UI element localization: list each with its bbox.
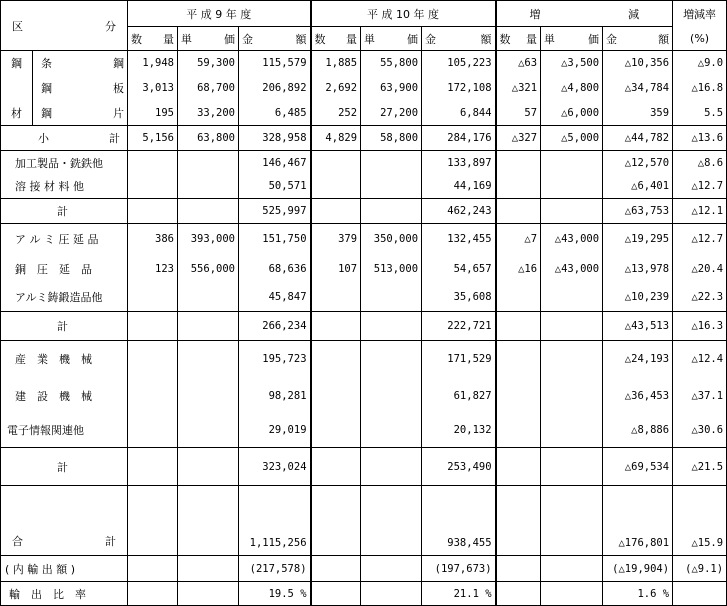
row-label: 計 <box>1 448 128 486</box>
export-ratio-row <box>1 582 727 606</box>
cell: 350,000 <box>361 224 422 255</box>
header-h9-qty: 数 量 <box>128 27 178 51</box>
cell: △43,000 <box>541 224 603 255</box>
row-label: アルミ鋳鍛造品他 <box>1 283 128 312</box>
cell: △21.5 <box>673 448 727 486</box>
cell: 1.6 % <box>603 582 673 606</box>
cell: 206,892 <box>239 76 311 101</box>
header-h9-amt: 金 額 <box>239 27 311 51</box>
cell: 54,657 <box>422 255 496 283</box>
cell: 253,490 <box>422 448 496 486</box>
export-row <box>1 556 727 582</box>
header-d-unit: 単 価 <box>541 27 603 51</box>
header-inc-dec: 増 減 <box>496 1 673 27</box>
header-d-amt: 金 額 <box>603 27 673 51</box>
cell: 45,847 <box>239 283 311 312</box>
cell: 5,156 <box>128 126 178 151</box>
row-label: 電子情報関連他 <box>1 414 128 448</box>
table-row <box>1 414 727 448</box>
cell: 50,571 <box>239 175 311 199</box>
cell: (△9.1) <box>673 556 727 582</box>
subtotal-row <box>1 126 727 151</box>
cell: △63 <box>496 51 541 76</box>
table-row <box>1 224 727 255</box>
cell: 195,723 <box>239 341 311 378</box>
cell: 323,024 <box>239 448 311 486</box>
cell: 195 <box>128 101 178 126</box>
cell: 19.5 % <box>239 582 311 606</box>
table-row <box>1 378 727 414</box>
header-h9: 平 成 9 年 度 <box>128 1 311 27</box>
cell: △34,784 <box>603 76 673 101</box>
row-label: 小 計 <box>1 126 128 151</box>
total-row <box>1 199 727 224</box>
cell: 393,000 <box>178 224 239 255</box>
cell: 513,000 <box>361 255 422 283</box>
cell: 133,897 <box>422 151 496 175</box>
cell: 151,750 <box>239 224 311 255</box>
cell: △13,978 <box>603 255 673 283</box>
cell: △30.6 <box>673 414 727 448</box>
cell: 379 <box>311 224 361 255</box>
cell: 5.5 <box>673 101 727 126</box>
cell: △24,193 <box>603 341 673 378</box>
row-label: 条 鋼 <box>33 51 128 76</box>
cell: 61,827 <box>422 378 496 414</box>
side-label-top: 鋼 <box>1 51 33 76</box>
cell: 3,013 <box>128 76 178 101</box>
row-label: 輸 出 比 率 <box>1 582 128 606</box>
cell: △176,801 <box>603 486 673 556</box>
cell: △16 <box>496 255 541 283</box>
cell: (△19,904) <box>603 556 673 582</box>
row-label: 産 業 機 械 <box>1 341 128 378</box>
cell: 98,281 <box>239 378 311 414</box>
row-label: ア ル ミ 圧 延 品 <box>1 224 128 255</box>
cell: △16.3 <box>673 312 727 341</box>
cell: 6,485 <box>239 101 311 126</box>
cell: 55,800 <box>361 51 422 76</box>
cell: 525,997 <box>239 199 311 224</box>
row-label: 溶 接 材 料 他 <box>1 175 128 199</box>
header-h10: 平 成 10 年 度 <box>311 1 496 27</box>
cell: △5,000 <box>541 126 603 151</box>
cell: 252 <box>311 101 361 126</box>
header-pct: (%) <box>673 27 727 51</box>
cell: △9.0 <box>673 51 727 76</box>
cell: △19,295 <box>603 224 673 255</box>
cell: 58,800 <box>361 126 422 151</box>
cell: △8,886 <box>603 414 673 448</box>
cell: △12.1 <box>673 199 727 224</box>
cell: △12.7 <box>673 175 727 199</box>
cell: 172,108 <box>422 76 496 101</box>
cell: △15.9 <box>673 486 727 556</box>
cell: 132,455 <box>422 224 496 255</box>
cell: 556,000 <box>178 255 239 283</box>
cell: △37.1 <box>673 378 727 414</box>
cell: 107 <box>311 255 361 283</box>
table-row <box>1 255 727 283</box>
row-label: 銅 圧 延 品 <box>1 255 128 283</box>
cell: 1,885 <box>311 51 361 76</box>
header-h9-unit: 単 価 <box>178 27 239 51</box>
cell: 4,829 <box>311 126 361 151</box>
cell: 35,608 <box>422 283 496 312</box>
cell: (217,578) <box>239 556 311 582</box>
cell: 222,721 <box>422 312 496 341</box>
cell: △13.6 <box>673 126 727 151</box>
cell: 123 <box>128 255 178 283</box>
cell: 105,223 <box>422 51 496 76</box>
cell: △36,453 <box>603 378 673 414</box>
row-label: 合 計 <box>1 486 128 556</box>
cell: △22.3 <box>673 283 727 312</box>
cell: 1,115,256 <box>239 486 311 556</box>
cell: (197,673) <box>422 556 496 582</box>
row-label: 計 <box>1 199 128 224</box>
cell: △4,800 <box>541 76 603 101</box>
cell: △69,534 <box>603 448 673 486</box>
cell: △10,356 <box>603 51 673 76</box>
cell: △12.7 <box>673 224 727 255</box>
cell: △63,753 <box>603 199 673 224</box>
header-category: 区 分 <box>1 1 128 51</box>
cell: △6,401 <box>603 175 673 199</box>
table-row <box>1 101 727 126</box>
header-h10-qty: 数 量 <box>311 27 361 51</box>
row-label: ( 内 輸 出 額 ) <box>1 556 128 582</box>
cell: 57 <box>496 101 541 126</box>
cell: 115,579 <box>239 51 311 76</box>
cell: △3,500 <box>541 51 603 76</box>
header-h10-amt: 金 額 <box>422 27 496 51</box>
cell: △10,239 <box>603 283 673 312</box>
side-label-bottom: 材 <box>1 101 33 126</box>
table-row <box>1 151 727 175</box>
cell: 2,692 <box>311 76 361 101</box>
cell: △43,000 <box>541 255 603 283</box>
row-label: 鋼 板 <box>33 76 128 101</box>
cell: 328,958 <box>239 126 311 151</box>
cell: 146,467 <box>239 151 311 175</box>
row-label: 鋼 片 <box>33 101 128 126</box>
cell: 27,200 <box>361 101 422 126</box>
table-row <box>1 175 727 199</box>
cell: 44,169 <box>422 175 496 199</box>
cell: △327 <box>496 126 541 151</box>
cell: 33,200 <box>178 101 239 126</box>
side-spacer <box>1 76 33 101</box>
cell: 266,234 <box>239 312 311 341</box>
cell: 29,019 <box>239 414 311 448</box>
grand-total-row <box>1 486 727 556</box>
cell: 59,300 <box>178 51 239 76</box>
cell: 171,529 <box>422 341 496 378</box>
cell: △12,570 <box>603 151 673 175</box>
cell: 20,132 <box>422 414 496 448</box>
cell: 63,900 <box>361 76 422 101</box>
row-label: 加工製品・銑鉄他 <box>1 151 128 175</box>
cell: 68,636 <box>239 255 311 283</box>
table-row <box>1 341 727 378</box>
table-row <box>1 283 727 312</box>
header-h10-unit: 単 価 <box>361 27 422 51</box>
total-row <box>1 448 727 486</box>
cell: △43,513 <box>603 312 673 341</box>
cell: △20.4 <box>673 255 727 283</box>
header-d-qty: 数 量 <box>496 27 541 51</box>
header-rate: 増減率 <box>673 1 727 27</box>
cell: 284,176 <box>422 126 496 151</box>
cell: 6,844 <box>422 101 496 126</box>
cell: 386 <box>128 224 178 255</box>
cell: △321 <box>496 76 541 101</box>
total-row <box>1 312 727 341</box>
cell: 63,800 <box>178 126 239 151</box>
cell: △44,782 <box>603 126 673 151</box>
row-label: 建 設 機 械 <box>1 378 128 414</box>
cell: △7 <box>496 224 541 255</box>
cell: 462,243 <box>422 199 496 224</box>
cell: △16.8 <box>673 76 727 101</box>
cell: △12.4 <box>673 341 727 378</box>
cell: △6,000 <box>541 101 603 126</box>
cell: 68,700 <box>178 76 239 101</box>
cell: 938,455 <box>422 486 496 556</box>
cell: △8.6 <box>673 151 727 175</box>
row-label: 計 <box>1 312 128 341</box>
cell: 21.1 % <box>422 582 496 606</box>
table-row <box>1 51 727 76</box>
table-row <box>1 76 727 101</box>
cell: 1,948 <box>128 51 178 76</box>
cell: 359 <box>603 101 673 126</box>
